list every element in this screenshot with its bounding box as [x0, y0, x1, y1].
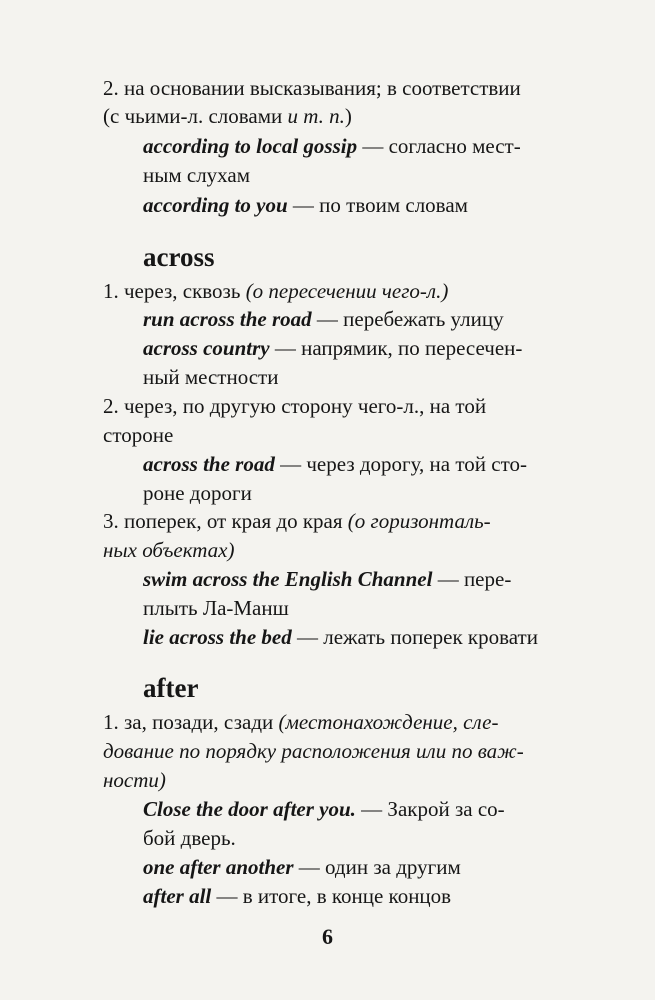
- definition-text: (с чьими-л. словами: [103, 104, 288, 128]
- definition-text: ): [344, 104, 352, 128]
- example-translation: — через дорогу, на той сто-: [274, 452, 527, 476]
- definition-note: дование по порядку расположения или по важ-: [103, 739, 524, 763]
- example-line: [0, 161, 655, 189]
- example-line: [0, 479, 655, 507]
- example-line: [0, 450, 655, 478]
- definition-line: [0, 536, 655, 564]
- example-translation: — пере-: [432, 567, 512, 591]
- example-translation: — в итоге, в конце концов: [211, 884, 452, 908]
- example-line: [0, 132, 655, 160]
- example-translation: ный местности: [143, 365, 279, 389]
- example-translation: — согласно мест-: [357, 134, 521, 158]
- example-phrase: run across the road: [143, 307, 312, 331]
- definition-text: 1. за, позади, сзади: [103, 710, 279, 734]
- example-translation: — по твоим словам: [287, 193, 468, 217]
- example-line: [0, 363, 655, 391]
- example-phrase: Close the door after you.: [143, 797, 356, 821]
- definition-line: [0, 74, 655, 102]
- example-line: [0, 882, 655, 910]
- definition-line: [0, 421, 655, 449]
- example-translation: плыть Ла-Манш: [143, 596, 289, 620]
- example-phrase: according to you: [143, 193, 288, 217]
- example-translation: — один за другим: [293, 855, 461, 879]
- definition-line: [0, 277, 655, 305]
- definition-line: [0, 392, 655, 420]
- example-line: [0, 824, 655, 852]
- definition-line: [0, 766, 655, 794]
- definition-note: ных объектах): [103, 538, 235, 562]
- example-phrase: lie across the bed: [143, 625, 292, 649]
- definition-text: 2. на основании высказывания; в соответствии: [103, 76, 521, 100]
- definition-note: и т. п.: [287, 104, 345, 128]
- example-translation: бой дверь.: [143, 826, 236, 850]
- page-number: 6: [322, 924, 333, 949]
- example-translation: — Закрой за со-: [355, 797, 505, 821]
- example-translation: — перебежать улицу: [311, 307, 504, 331]
- definition-line: [0, 102, 655, 130]
- example-line: [0, 795, 655, 823]
- example-line: [0, 594, 655, 622]
- example-line: [0, 853, 655, 881]
- definition-note: (о пересечении чего-л.): [245, 279, 449, 303]
- example-translation: — лежать поперек кровати: [291, 625, 538, 649]
- example-line: [0, 305, 655, 333]
- definition-note: ности): [103, 768, 166, 792]
- example-phrase: after all: [143, 884, 212, 908]
- example-phrase: one after another: [143, 855, 294, 879]
- example-line: [0, 334, 655, 362]
- example-translation: ным слухам: [143, 163, 251, 187]
- example-phrase: across country: [143, 336, 270, 360]
- definition-text: 3. поперек, от края до края: [103, 509, 348, 533]
- example-line: [0, 565, 655, 593]
- entry-headword: across: [143, 242, 215, 272]
- example-line: [0, 623, 655, 651]
- definition-text: 1. через, сквозь: [103, 279, 246, 303]
- definition-note: (о горизонталь-: [347, 509, 491, 533]
- example-phrase: according to local gossip: [143, 134, 358, 158]
- definition-line: [0, 708, 655, 736]
- entry-headword: after: [143, 673, 199, 703]
- example-phrase: across the road: [143, 452, 275, 476]
- definition-note: (местонахождение, сле-: [278, 710, 499, 734]
- example-phrase: swim across the English Channel: [143, 567, 433, 591]
- definition-line: [0, 507, 655, 535]
- example-translation: — напрямик, по пересечен-: [269, 336, 523, 360]
- definition-text: стороне: [103, 423, 174, 447]
- example-line: [0, 191, 655, 219]
- definition-text: 2. через, по другую сторону чего-л., на той: [103, 394, 487, 418]
- example-translation: роне дороги: [143, 481, 252, 505]
- definition-line: [0, 737, 655, 765]
